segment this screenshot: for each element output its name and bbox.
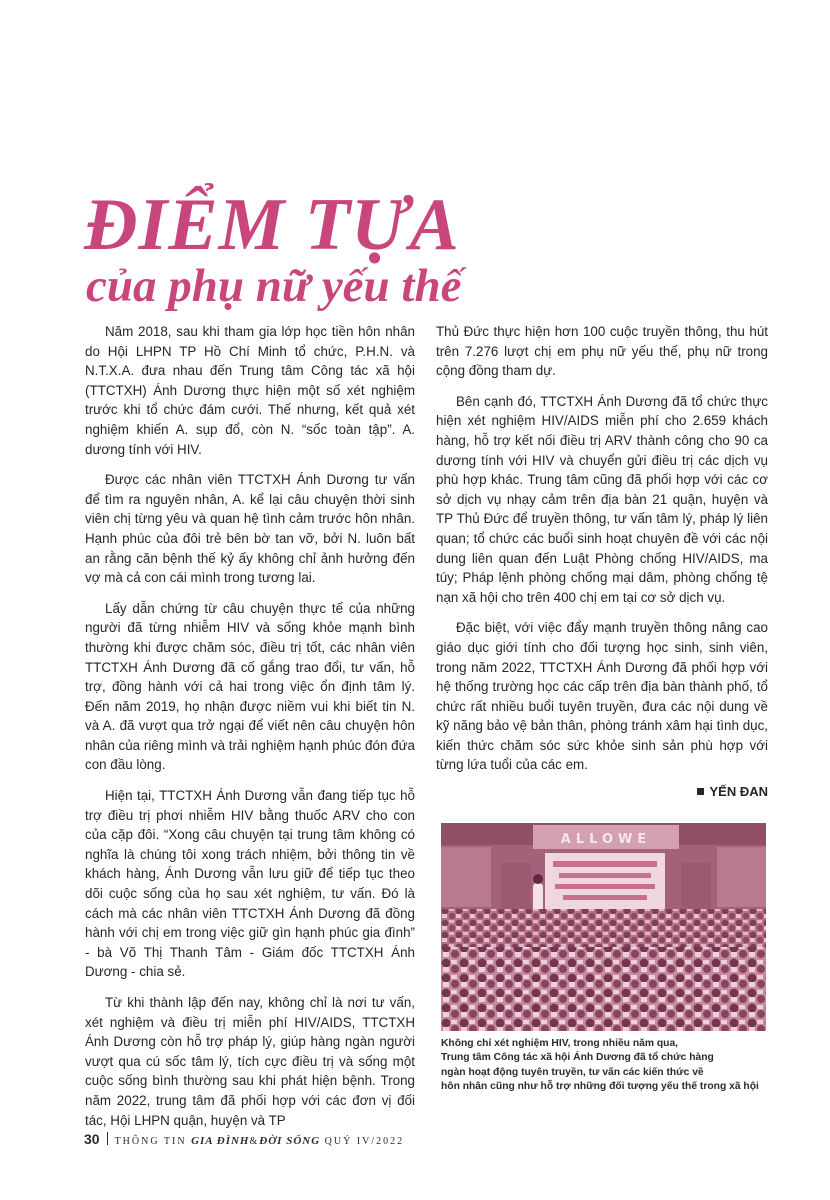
article-subtitle: của phụ nữ yếu thế bbox=[86, 260, 462, 312]
magazine-name bbox=[115, 1136, 405, 1147]
paragraph: Thủ Đức thực hiện hơn 100 cuộc truyền thông, thu hút trên 7.276 lượt chị em phụ nữ yếu thế, phụ nữ trong cộng đồng tham dự. bbox=[436, 324, 768, 379]
magazine-issue: QUÝ IV/2022 bbox=[324, 1136, 405, 1147]
paragraph: Được các nhân viên TTCTXH Ánh Dương tư vấn để tìm ra nguyên nhân, A. kể lại câu chuyện thời sinh viên chị từng yêu và quan hệ tình cảm trước hôn nhân. Hạnh phúc của đôi trẻ bên bờ tan vỡ, bởi N. luôn bất an rằng căn bệnh thế kỷ ấy không chỉ ảnh hưởng đến vợ mà cả con cái mình trong tương lai. bbox=[85, 472, 415, 586]
paragraph: Đặc biệt, với việc đẩy mạnh truyền thông nâng cao giáo dục giới tính cho đối tượng học sinh, sinh viên, trong năm 2022, TTCTXH Ánh Dương đã phối hợp với hệ thống trường học các cấp trên địa bàn thành phố, tổ chức rất nhiều buổi tuyên truyền, đưa các nội dung về kỹ năng bảo vệ bản thân, phòng tránh xâm hại tình dục, kiến thức chăm sóc sức khỏe sinh sản phù hợp với từng lứa tuổi của các em. bbox=[436, 620, 768, 773]
magazine-amp: & bbox=[249, 1136, 260, 1147]
caption-line: Không chỉ xét nghiệm HIV, trong nhiều năm qua, bbox=[441, 1038, 679, 1049]
magazine-name-part2: ĐỜI SỐNG bbox=[259, 1135, 321, 1147]
page-footer bbox=[84, 1131, 404, 1147]
left-column bbox=[85, 322, 415, 1141]
banner-text: ALLOWE bbox=[560, 832, 652, 847]
author-byline bbox=[436, 784, 768, 799]
paragraph: Bên cạnh đó, TTCTXH Ánh Dương đã tổ chức thực hiện xét nghiệm HIV/AIDS miễn phí cho 2.659 khách hàng, hỗ trợ kết nối điều trị ARV thành công cho 90 ca dương tính với HIV và chuyển gửi điều trị các dịch vụ phù hợp khác. Trung tâm cũng đã phối hợp với các cơ sở dịch vụ nhạy cảm trên địa bàn 21 quận, huyện và TP Thủ Đức để truyền thông, tư vấn tâm lý, pháp lý liên quan; tổ chức các buổi sinh hoạt chuyên đề với các nội dung liên quan đến Luật Phòng chống HIV/AIDS, ma túy; Pháp lệnh phòng chống mại dâm, phòng chống tệ nạn xã hội cho trên 400 chị em tại cơ sở dịch vụ. bbox=[436, 393, 768, 605]
photo-caption bbox=[441, 1037, 766, 1094]
paragraph: Lấy dẫn chứng từ câu chuyện thực tế của những người đã từng nhiễm HIV và sống khỏe mạnh bình thường khi được chăm sóc, điều trị tốt, các nhân viên TTCTXH Ánh Dương đã cố gắng trao đổi, tư vấn, hỗ trợ, đồng hành với cả hai trong việc ổn định tâm lý. Đến năm 2019, họ nhận được niềm vui khi biết tin N. và A. đã vượt qua trở ngại để viết nên câu chuyện hôn nhân của riêng mình và trải nghiệm hạnh phúc đón đứa con đầu lòng. bbox=[85, 600, 415, 773]
magazine-prefix: THÔNG TIN bbox=[114, 1136, 187, 1147]
article-title: ĐIỂM TỰA bbox=[84, 184, 460, 266]
magazine-name-part1: GIA ĐÌNH bbox=[191, 1135, 250, 1147]
article-photo bbox=[441, 823, 766, 1031]
caption-line: hôn nhân cũng như hỗ trợ những đối tượng yếu thế trong xã hội bbox=[441, 1080, 759, 1092]
page-number: 30 bbox=[84, 1131, 100, 1147]
author-name: YẾN ĐAN bbox=[709, 784, 768, 800]
paragraph: Năm 2018, sau khi tham gia lớp học tiền hôn nhân do Hội LHPN TP Hồ Chí Minh tổ chức, P.H.N. và N.T.X.A. đưa nhau đến Trung tâm Công tác xã hội (TTCTXH) Ánh Dương thực hiện một số xét nghiệm trước khi tổ chức đám cưới. Thế nhưng, kết quả xét nghiệm khiến A. sụp đổ, còn N. “sốc toàn tập”. A. dương tính với HIV. bbox=[85, 324, 415, 457]
caption-line: Trung tâm Công tác xã hội Ánh Dương đã tổ chức hàng bbox=[441, 1052, 714, 1064]
paragraph: Hiện tại, TTCTXH Ánh Dương vẫn đang tiếp tục hỗ trợ điều trị phơi nhiễm HIV bằng thuốc ARV cho con của cặp đôi. “Xong câu chuyện tại trung tâm không có nghĩa là chúng tôi xong trách nhiệm, bởi thông tin về khách hàng, Ánh Dương vẫn lưu giữ để tiếp tục theo dõi cuộc sống của họ sau xét nghiệm, tư vấn. Đó là cách mà các nhân viên TTCTXH Ánh Dương đã đồng hành với chị em trong việc giữ gìn hạnh phúc gia đình” - bà Võ Thị Thanh Tâm - Giám đốc TTCTXH Ánh Dương - chia sẻ. bbox=[85, 788, 415, 980]
caption-line: ngàn hoạt động tuyên truyền, tư vấn các kiến thức về bbox=[441, 1066, 704, 1078]
right-column bbox=[436, 322, 768, 799]
paragraph: Từ khi thành lập đến nay, không chỉ là nơi tư vấn, xét nghiệm và điều trị miễn phí HIV/AIDS, TTCTXH Ánh Dương còn hỗ trợ pháp lý, giúp hàng ngàn người vượt qua cú sốc tâm lý, tích cực điều trị và sống một cuộc sống bình thường sau khi phát hiện bệnh. Trong năm 2022, trung tâm đã phối hợp với các đơn vị đối tác, Hội LHPN quận, huyện và TP bbox=[85, 995, 415, 1128]
event-photo-illustration bbox=[441, 823, 766, 1031]
footer-divider bbox=[107, 1132, 108, 1145]
square-bullet-icon bbox=[697, 788, 704, 795]
